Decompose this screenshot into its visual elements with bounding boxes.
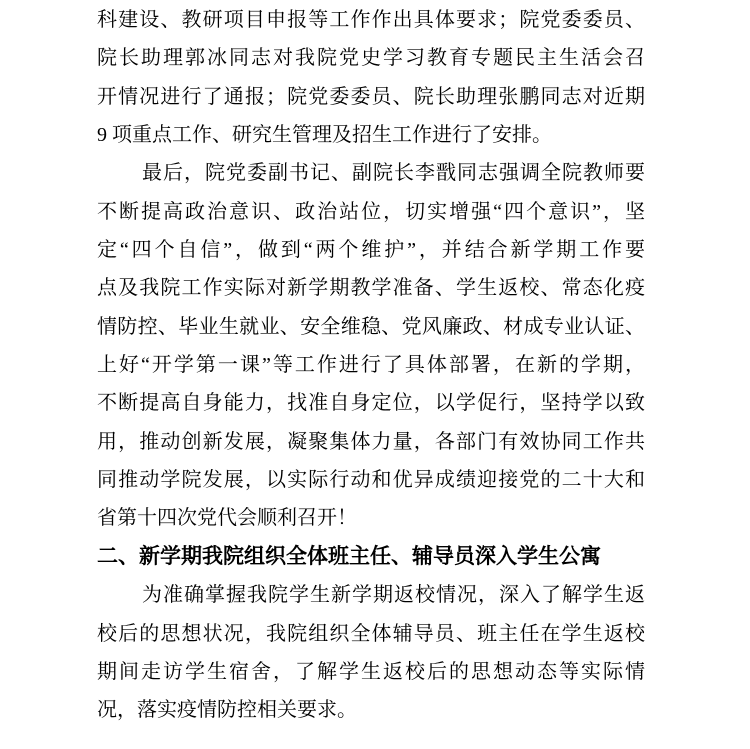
section-heading: 二、新学期我院组织全体班主任、辅导员深入学生公寓 [97, 544, 601, 568]
document-body [97, 1, 645, 730]
paragraph-line: 上好“开学第一课”等工作进行了具体部署，在新的学期， [97, 354, 645, 377]
paragraph-line: 不断提高自身能力，找准自身定位，以学促行，坚持学以致 [97, 392, 645, 415]
paragraph-line: 校后的思想状况，我院组织全体辅导员、班主任在学生返校 [97, 622, 645, 645]
paragraph-line: 用，推动创新发展，凝聚集体力量，各部门有效协同工作共 [97, 430, 645, 453]
paragraph-line: 期间走访学生宿舍，了解学生返校后的思想动态等实际情 [97, 660, 645, 683]
paragraph-line: 不断提高政治意识、政治站位，切实增强“四个意识”，坚 [97, 200, 645, 223]
paragraph-line: 点及我院工作实际对新学期教学准备、学生返校、常态化疫 [97, 277, 645, 300]
paragraph-line: 科建设、教研项目申报等工作作出具体要求；院党委委员、 [97, 9, 645, 31]
paragraph-line: 9 项重点工作、研究生管理及招生工作进行了安排。 [97, 124, 552, 147]
paragraph-line: 最后，院党委副书记、副院长李戬同志强调全院教师要 [142, 162, 645, 185]
paragraph-line: 情防控、毕业生就业、安全维稳、党风廉政、材成专业认证、 [97, 315, 645, 338]
paragraph-line: 院长助理郭冰同志对我院党史学习教育专题民主生活会召 [97, 47, 645, 70]
paragraph-line: 定“四个自信”，做到“两个维护”，并结合新学期工作要 [97, 239, 645, 262]
paragraph-line: 为准确掌握我院学生新学期返校情况，深入了解学生返 [142, 584, 645, 607]
paragraph-line: 省第十四次党代会顺利召开！ [97, 507, 357, 530]
paragraph-line: 同推动学院发展，以实际行动和优异成绩迎接党的二十大和 [97, 469, 645, 492]
paragraph-line: 开情况进行了通报；院党委委员、院长助理张鹏同志对近期 [97, 85, 645, 108]
paragraph-line: 况，落实疫情防控相关要求。 [97, 699, 357, 722]
